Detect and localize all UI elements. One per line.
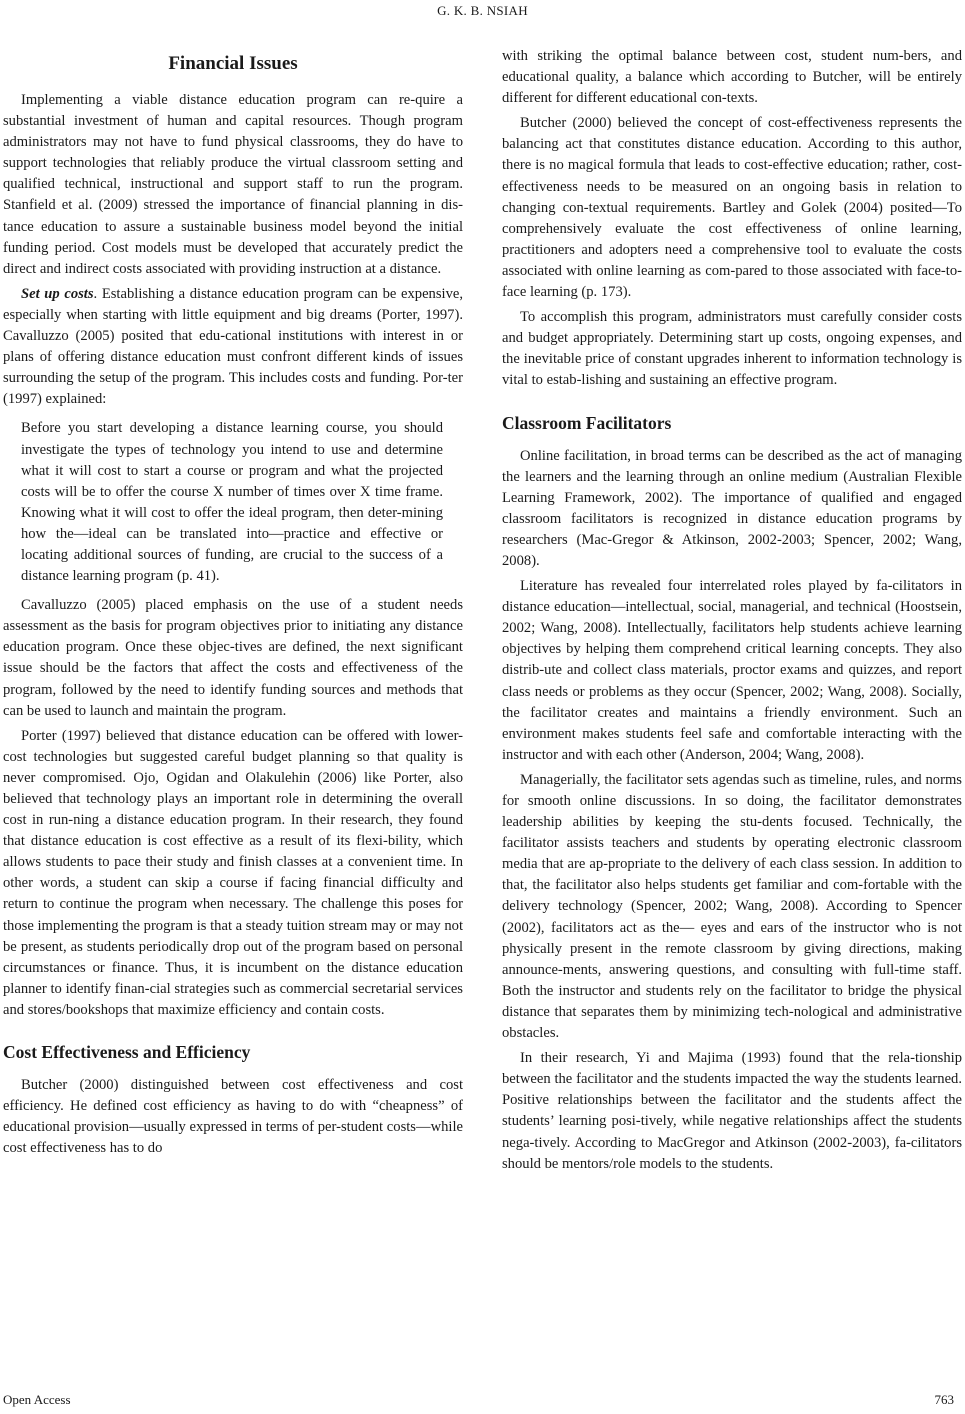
paragraph: Butcher (2000) distinguished between cost effectiveness and cost efficiency. He defined cost efficiency as having to do with “cheapness” of educational provision—usually expressed in terms of per-student costs—while cost effectiveness has to do	[3, 1077, 463, 1157]
inline-heading: Set up costs	[21, 285, 94, 302]
paragraph-text: . Establishing a distance education program can be expensive, especially when starting with little equipment and big dreams (Porter, 1997). Cavalluzzo (2005) posited that edu-cational institutions with interest in or plans of offering distance education must confront different kinds of issues surrounding the setup of the program. This includes costs and funding. Por-ter (1997) explained:	[3, 285, 464, 408]
paragraph: To accomplish this program, administrators must carefully consider costs and budget appropriately. Determining start up costs, ongoing expenses, and the inevitable price of constant upgrades inherent to information technology is vital to estab-lishing and sustaining an effective program.	[502, 309, 962, 389]
footer-open-access: Open Access	[3, 1392, 71, 1407]
paragraph: Cavalluzzo (2005) placed emphasis on the use of a student needs assessment as the basis for program objectives prior to initiating any distance education program. Once these objec-tives are defined, the next significant issue should be the factors that affect the costs and effectiveness of the program, followed by the need to identify funding sources and methods that can be used to launch and maintain the program.	[3, 597, 463, 719]
paragraph: with striking the optimal balance between cost, student num-bers, and educational quality, a balance which according to Butcher, will be entirely different for different educational con-texts.	[502, 48, 962, 107]
paragraph: Implementing a viable distance education program can re-quire a substantial investment of human and capital resources. Though program administrators may not have to fund physical classrooms, they do have to support technologies that reliably produce the virtual classroom setting and qualified technical, instructional and support staff to run the program. Stanfield et al. (2009) stressed the importance of financial planning in dis-tance education to assure a sustainable business model beyond the initial funding period. Cost models must be developed that accurately predict the direct and indirect costs associated with providing instruction at a distance.	[3, 92, 463, 277]
right-column	[502, 46, 962, 1175]
running-head: G. K. B. NSIAH	[437, 3, 528, 18]
paragraph: Butcher (2000) believed the concept of cost-effectiveness represents the balancing act that constitutes distance education. According to this author, there is no magical formula that leads to cost-effective education; rather, cost-effectiveness needs to be measured on an ongoing basis in relation to changing con-textual requirements. Bartley and Golek (2004) posited―To comprehensively evaluate the cost effectiveness of online learning, practitioners and adopters need a comprehensive tool to evaluate the costs associated with online learning as com-pared to those associated with face-to-face learning (p. 173).	[502, 115, 962, 301]
paragraph: Managerially, the facilitator sets agendas such as timeline, rules, and norms for smooth online discussions. In so doing, the facilitator demonstrates leadership abilities by keeping the stu-dents focused. Technically, the facilitator assists teachers and students by operating electronic classroom media that are ap-propriate to the delivery of each class session. In addition to that, the facilitator also helps students get familiar and com-fortable with the delivery technology (Spencer, 2002; Wang, 2008). According to Spencer (2002), facilitators act as the― eyes and ears of the instructor who is not physically present in the remote classroom by giving directions, making announce-ments, answering questions, and consulting with full-time staff. Both the instructor and students rely on the facilitator to bridge the physical distance that separates them by minimizing tech-nological and administrative obstacles.	[502, 771, 962, 1042]
paragraph: Literature has revealed four interrelated roles played by fa-cilitators in distance education—intellectual, social, managerial, and technical (Hoostsein, 2002; Wang, 2008). Intellectually, facilitators help students achieve learning objectives by helping them comprehend critical learning concepts. They also distrib-ute and collect class materials, proctor exams and quizzes, and report class needs or problems as they occur (Spencer, 2002; Wang, 2008). Socially, the facilitator creates and maintains a friendly environment. Such an environment makes students feel safe and comfortable interacting with the instructor and with each other (Anderson, 2004; Wang, 2008).	[502, 578, 962, 763]
left-column	[3, 46, 463, 1159]
page-number: 763	[934, 1392, 954, 1407]
paragraph: Online facilitation, in broad terms can be described as the act of managing the learners and the learning through an online medium (Australian Flexible Learning Framework, 2002). The importance of qualified and engaged classroom facilitators is recognized in distance education programs by researchers (Mac-Gregor & Atkinson, 2002-2003; Spencer, 2002; Wang, 2008).	[502, 447, 962, 569]
section-title-financial-issues: Financial Issues	[168, 53, 298, 74]
section-title-cost-effectiveness: Cost Effectiveness and Efficiency	[3, 1042, 251, 1063]
block-quote	[21, 418, 443, 587]
section-title-classroom-facilitators: Classroom Facilitators	[502, 412, 672, 433]
paragraph: In their research, Yi and Majima (1993) found that the rela-tionship between the facilitator and the students impacted the way the students learned. Positive relationships between the facilitator and the students affect the students’ learning posi-tively, while negative relationships affect the students nega-tively. According to MacGregor and Atkinson (2002-2003), fa-cilitators should be mentors/role models to the students.	[502, 1050, 962, 1172]
paragraph: Porter (1997) believed that distance education can be offered with lower-cost technologies but suggested careful budget planning so that quality is never compromised. Ojo, Ogidan and Olakulehin (2006) like Porter, also believed that technology plays an important role in determining the overall cost in run-ning a distance education program. In their research, they found that distance education is cost effective as a result of its flexi-bility, which allows students to pace their study and finish classes at a convenient time. In other words, a student can skip a course if facing financial difficulty and return to continue the program when necessary. The challenge this poses for those implementing the program is that a steady tuition stream may or may not be present, as students periodically drop out of the program based on personal circumstances or finance. Thus, it is incumbent on the distance education planner to identify finan-cial strategies such as commercial secretarial services and stores/bookshops that maximize efficiency and contain costs.	[3, 727, 464, 1018]
quote-text: Before you start developing a distance learning course, you should investigate the types of technology you intend to use and determine what it will cost to start a course or program and what the projected costs will be to offer the course X number of times over X time frame. Knowing what it will cost to offer the ideal program, then deter-mining how the―ideal can be translated into―practice and effective or locating additional sources of funding, are crucial to the success of a distance learning program (p. 41).	[21, 420, 443, 585]
paragraph-set-up-costs	[3, 284, 463, 411]
